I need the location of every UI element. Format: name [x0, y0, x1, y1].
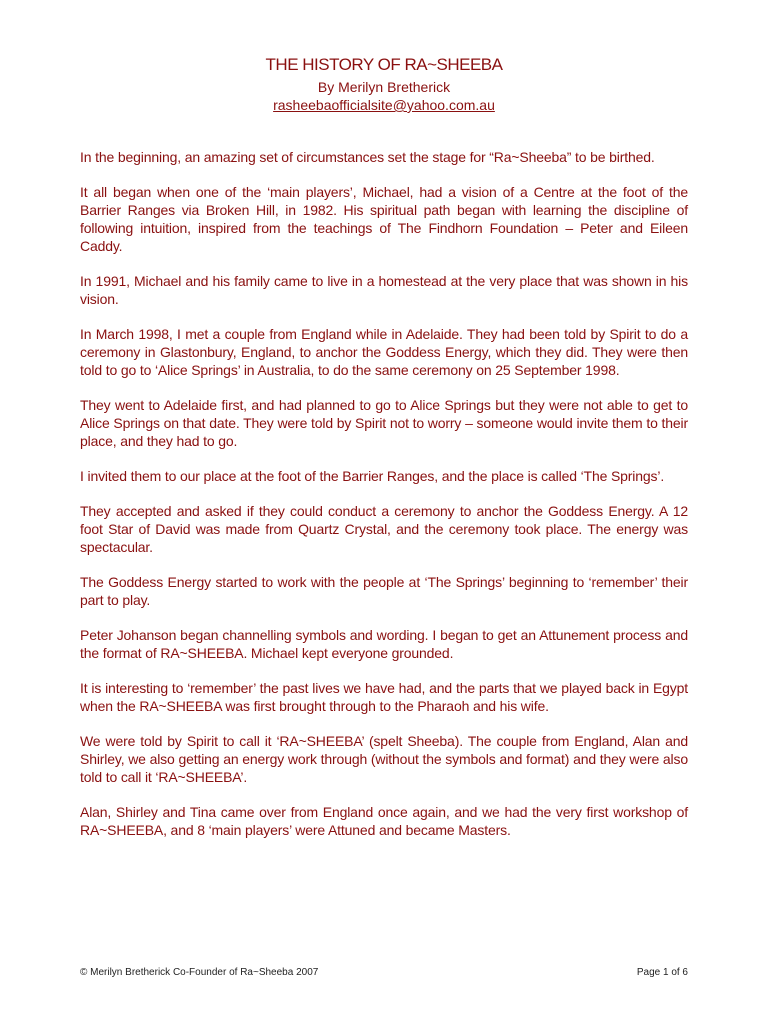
footer-copyright: © Merilyn Bretherick Co-Founder of Ra~Sheeba 2007 — [80, 967, 319, 978]
paragraph: They accepted and asked if they could conduct a ceremony to anchor the Goddess Energy. A 12 foot Star of David was made from Quartz Crystal, and the ceremony took place. The energy was spectacular. — [80, 503, 688, 555]
paragraph: The Goddess Energy started to work with the people at ‘The Springs’ beginning to ‘remember’ their part to play. — [80, 574, 688, 608]
document-body — [80, 148, 688, 856]
paragraph: It all began when one of the ‘main players’, Michael, had a vision of a Centre at the foot of the Barrier Ranges via Broken Hill, in 1982. His spiritual path began with learning the discipline of following intuition, inspired from the teachings of The Findhorn Foundation – Peter and Eileen Caddy. — [80, 184, 688, 254]
page-number: Page 1 of 6 — [636, 967, 688, 978]
paragraph: They went to Adelaide first, and had planned to go to Alice Springs but they were not able to get to Alice Springs on that date. They were told by Spirit not to worry – someone would invite them to their place, and they had to go. — [80, 397, 688, 449]
document-title: THE HISTORY OF RA~SHEEBA — [265, 55, 503, 74]
author-email-link[interactable]: rasheebaofficialsite@yahoo.com.au — [273, 97, 495, 113]
paragraph: Peter Johanson began channelling symbols and wording. I began to get an Attunement process and the format of RA~SHEEBA. Michael kept everyone grounded. — [80, 627, 688, 661]
author-byline: By Merilyn Bretherick — [317, 79, 451, 95]
paragraph: In March 1998, I met a couple from England while in Adelaide. They had been told by Spirit to do a ceremony in Glastonbury, England, to anchor the Goddess Energy, which they did. They were then told to go to ‘Alice Springs’ in Australia, to do the same ceremony on 25 September 1998. — [80, 326, 688, 378]
page-footer — [80, 966, 688, 980]
paragraph: It is interesting to ‘remember’ the past lives we have had, and the parts that we played back in Egypt when the RA~SHEEBA was first brought through to the Pharaoh and his wife. — [80, 680, 688, 714]
paragraph: We were told by Spirit to call it ‘RA~SHEEBA’ (spelt Sheeba). The couple from England, Alan and Shirley, we also getting an energy work through (without the symbols and format) and they were also told to call it ‘RA~SHEEBA’. — [80, 733, 688, 785]
paragraph: I invited them to our place at the foot of the Barrier Ranges, and the place is called ‘The Springs’. — [80, 468, 665, 484]
paragraph: In the beginning, an amazing set of circumstances set the stage for “Ra~Sheeba” to be birthed. — [80, 149, 655, 165]
document-header — [0, 54, 768, 115]
paragraph: In 1991, Michael and his family came to live in a homestead at the very place that was shown in his vision. — [80, 273, 688, 307]
paragraph: Alan, Shirley and Tina came over from England once again, and we had the very first workshop of RA~SHEEBA, and 8 ‘main players’ were Attuned and became Masters. — [80, 804, 688, 838]
